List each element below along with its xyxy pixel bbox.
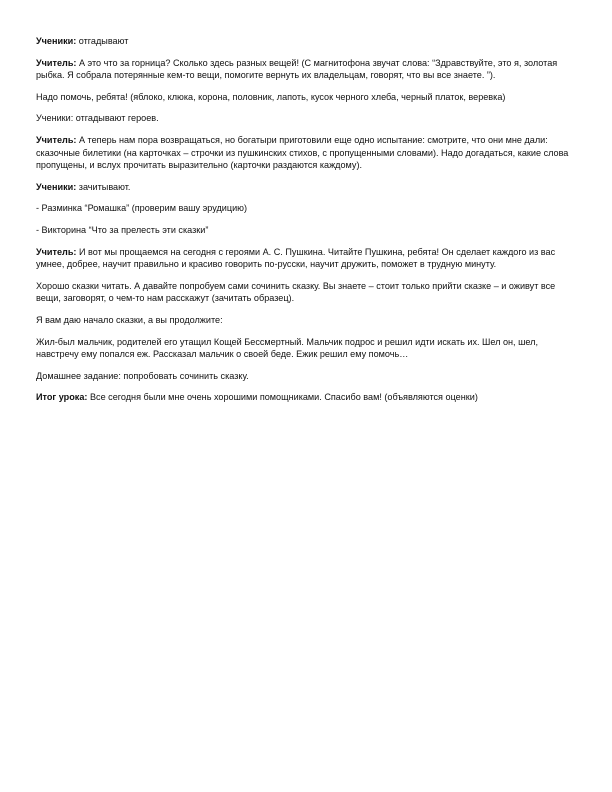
paragraph-text: зачитывают.: [76, 181, 131, 192]
speaker-label: Ученики:: [36, 36, 77, 46]
paragraph-text: Все сегодня были мне очень хорошими помощниками. Спасибо вам! (объявляются оценки): [87, 392, 478, 403]
paragraph-8: [36, 224, 576, 237]
document-page: [36, 35, 576, 413]
speaker-label: Итог урока:: [36, 392, 88, 403]
paragraph-text: И вот мы прощаемся на сегодня с героями А. С. Пушкина. Читайте Пушкина, ребята! Он сделает каждого из вас умнее, добрее, научит правильно и красиво говорить по-русски, научит дружить, поможет в трудную минуту.: [36, 246, 556, 270]
paragraph-3: [36, 91, 576, 104]
paragraph-text: Жил-был мальчик, родителей его утащил Кощей Бессмертный. Мальчик подрос и решил идти искать их. Шел он, шел, навстречу ему попался еж. Рассказал мальчик о своей беде. Ежик решил ему помочь…: [36, 336, 538, 360]
paragraph-12: [36, 336, 576, 361]
speaker-label: Учитель:: [36, 57, 77, 68]
paragraph-text: Хорошо сказки читать. А давайте попробуем сами сочинить сказку. Вы знаете – стоит только прийти сказке – и оживут все вещи, заговорят, о чем-то нам расскажут (зачитать образец).: [36, 280, 556, 304]
speaker-label: Учитель:: [36, 134, 77, 145]
paragraph-text: Домашнее задание: попробовать сочинить сказку.: [36, 370, 249, 381]
paragraph-7: [36, 202, 576, 215]
paragraph-1: [36, 35, 576, 48]
speaker-label: Ученики:: [36, 181, 77, 192]
paragraph-text: - Разминка “Ромашка” (проверим вашу эрудицию): [36, 203, 247, 214]
paragraph-11: [36, 314, 576, 327]
paragraph-text: - Викторина “Что за прелесть эти сказки”: [36, 224, 209, 235]
paragraph-13: [36, 370, 576, 383]
paragraph-10: [36, 280, 576, 305]
paragraph-2: [36, 57, 576, 82]
paragraph-9: [36, 246, 576, 271]
paragraph-4: [36, 112, 576, 125]
paragraph-14: [36, 391, 576, 404]
paragraph-text: отгадывают: [76, 36, 129, 46]
paragraph-6: [36, 181, 576, 194]
paragraph-text: Ученики: отгадывают героев.: [36, 113, 159, 124]
paragraph-text: Надо помочь, ребята! (яблоко, клюка, корона, половник, лапоть, кусок черного хлеба, черный платок, веревка): [36, 91, 506, 102]
paragraph-text: А теперь нам пора возвращаться, но богатыри приготовили еще одно испытание: смотрите, что они мне дали: сказочные билетики (на карточках – строчки из пушкинских стихов, с пропущенными словами). Надо догадаться, какие слова пропущены, и вслух прочитать выразительно (карточки раздаются каждому).: [36, 134, 569, 171]
paragraph-text: А это что за горница? Сколько здесь разных вещей! (С магнитофона звучат слова: “Здравствуйте, это я, золотая рыбка. Я собрала потерянные кем-то вещи, помогите вернуть их владельцам, говорят, что вы все знаете. ”).: [36, 57, 558, 81]
speaker-label: Учитель:: [36, 246, 77, 257]
paragraph-5: [36, 134, 576, 172]
paragraph-text: Я вам даю начало сказки, а вы продолжите:: [36, 314, 223, 325]
